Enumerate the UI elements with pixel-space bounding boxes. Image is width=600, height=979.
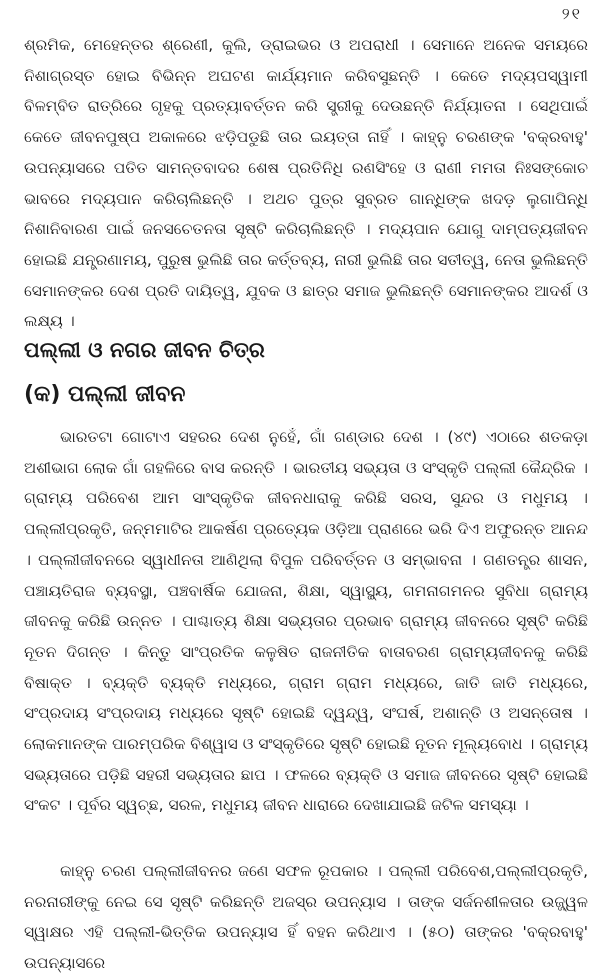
page-number: ୨୧ bbox=[561, 4, 582, 23]
section-heading: ପଲ୍ଲୀ ଓ ନଗର ଜୀବନ ଚିତ୍ର bbox=[24, 338, 265, 362]
subsection-heading: (କ) ପଲ୍ଲୀ ଜୀବନ bbox=[24, 382, 186, 407]
paragraph-rural-life: ଭାରତଟା ଗୋଟାଏ ସହରର ଦେଶ ନୁହେଁ, ଗାଁ ଗଣ୍ଡାର ଦେଶ । (୪୯) ଏଠାରେ ଶତକଡ଼ା ଅଶୀଭାଗ ଲୋକ ଗାଁ ଗହଳିରେ ବାସ କରନ୍ତି । ଭାରତୀୟ ସଭ୍ୟତା ଓ ସଂସ୍କୃତି ପଲ୍ଲୀ କୈନ୍ଦ୍ରିକ । ଗ୍ରାମ୍ୟ ପରିବେଶ ଆମ ସାଂସ୍କୃତିକ ଜୀବନଧାରାକୁ କରିଛି ସରସ, ସୁନ୍ଦର ଓ ମଧୁମୟ । ପଲ୍ଲୀପ୍ରକୃତି, ଜନ୍ମମାଟିର ଆକର୍ଷଣ ପ୍ରତ୍ୟେକ ଓଡ଼ିଆ ପ୍ରାଣରେ ଭରି ଦିଏ ଅଫୁରନ୍ତ ଆନନ୍ଦ । ପଲ୍ଲୀଜୀବନରେ ସ୍ୱାଧୀନତା ଆଣିଥିଲା ବିପୁଳ ପରିବର୍ତ୍ତନ ଓ ସମ୍ଭାବନା । ଗଣତନ୍ତ୍ର ଶାସନ, ପଞ୍ଚାୟତିରାଜ ବ୍ୟବସ୍ଥା, ପଞ୍ଚବାର୍ଷିକ ଯୋଜନା, ଶିକ୍ଷା, ସ୍ୱାସ୍ଥ୍ୟ, ଗମନାଗମନର ସୁବିଧା ଗ୍ରାମ୍ୟ ଜୀବନକୁ କରିଛି ଉନ୍ନତ । ପାଶ୍ଚାତ୍ୟ ଶିକ୍ଷା ସଭ୍ୟତାର ପ୍ରଭାବ ଗ୍ରାମ୍ୟ ଜୀବନରେ ସୃଷ୍ଟି କରିଛି ନୂତନ ଦିଗନ୍ତ । କିନ୍ତୁ ସାଂପ୍ରତିକ କଳୁଷିତ ରାଜନୀତିକ ବାତାବରଣ ଗ୍ରାମ୍ୟଜୀବନକୁ କରିଛି ବିଷାକ୍ତ । ବ୍ୟକ୍ତି ବ୍ୟକ୍ତି ମଧ୍ୟରେ, ଗ୍ରାମ ଗ୍ରାମ ମଧ୍ୟରେ, ଜାତି ଜାତି ମଧ୍ୟରେ, ସଂପ୍ରଦାୟ ସଂପ୍ରଦାୟ ମଧ୍ୟରେ ସୃଷ୍ଟି ହୋଇଛି ଦ୍ୱନ୍ଦ୍ୱ, ସଂଘର୍ଷ, ଅଶାନ୍ତି ଓ ଅସନ୍ତୋଷ । ଲୋକମାନଙ୍କ ପାରମ୍ପରିକ ବିଶ୍ୱାସ ଓ ସଂସ୍କୃତିରେ ସୃଷ୍ଟି ହୋଇଛି ନୂତନ ମୂଲ୍ୟବୋଧ । ଗ୍ରାମ୍ୟ ସଭ୍ୟତାରେ ପଡ଼ିଛି ସହରୀ ସଭ୍ୟତାର ଛାପ । ଫଳରେ ବ୍ୟକ୍ତି ଓ ସମାଜ ଜୀବନରେ ସୃଷ୍ଟି ହୋଇଛି ସଂକଟ । ପୂର୍ବର ସ୍ୱଚ୍ଛ, ସରଳ, ମଧୁମୟ ଜୀବନ ଧାରାରେ ଦେଖାଯାଇଛି ଜଟିଳ ସମସ୍ୟା । bbox=[24, 428, 588, 815]
paragraph-author: କାହ୍ନୁ ଚରଣ ପଲ୍ଲୀଜୀବନର ଜଣେ ସଫଳ ରୂପକାର । ପଲ୍ଲୀ ପରିବେଶ,ପଲ୍ଲୀପ୍ରକୃତି, ନରନାରୀଙ୍କୁ ନେଇ ସେ ସୃଷ୍ଟି କରିଛନ୍ତି ଅଜସ୍ର ଉପନ୍ୟାସ । ତାଙ୍କ ସର୍ଜନଶୀଳତାର ଉଜ୍ଜ୍ୱଳ ସ୍ୱାକ୍ଷର ଏହି ପଲ୍ଲୀ-ଭିତ୍ତିକ ଉପନ୍ୟାସ ହିଁ ବହନ କରିଥାଏ । (୫୦) ତାଙ୍କର 'ବକ୍ରବାହୁ' ଉପନ୍ୟାସରେ bbox=[24, 862, 588, 973]
paragraph-intro: ଶ୍ରମିକ, ମେହେନ୍ତର ଶ୍ରେଣୀ, କୁଲି, ଡ୍ରାଇଭର ଓ ଅପରାଧୀ । ସେମାନେ ଅନେକ ସମୟରେ ନିଶାଗ୍ରସ୍ତ ହୋଇ ବିଭିନ୍ନ ଅଘଟଣ କାର୍ଯ୍ୟମାନ କରିବସୁଛନ୍ତି । କେତେ ମଦ୍ୟପସ୍ୱାମୀ ବିଳମ୍ବିତ ରାତ୍ରିରେ ଗୃହକୁ ପ୍ରତ୍ୟାବର୍ତ୍ତନ କରି ସ୍ତ୍ରୀକୁ ଦେଉଛନ୍ତି ନିର୍ଯ୍ୟାତନା । ସେଥିପାଇଁ କେତେ ଜୀବନପୁଷ୍ପ ଅକାଳରେ ଝଡ଼ିପଡୁଛି ତାର ଇୟତ୍ତା ନାହିଁ । କାହ୍ନୁ ଚରଣଙ୍କ 'ବକ୍ରବାହୁ' ଉପନ୍ୟାସରେ ପତିତ ସାମନ୍ତବାଦର ଶେଷ ପ୍ରତିନିଧି ରଣସିଂହେ ଓ ରାଣୀ ମମତା ନିଃସଙ୍କୋଚ ଭାବରେ ମଦ୍ୟପାନ କରିଚାଲିଛନ୍ତି । ଅଥଚ ପୁତ୍ର ସୁବ୍ରତ ଗାନ୍ଧିଙ୍କ ଖଦଡ଼ ଲୁଗାପିନ୍ଧି ନିଶାନିବାରଣ ପାଇଁ ଜନସଚେତନତା ସୃଷ୍ଟି କରିଚାଲିଛନ୍ତି । ମଦ୍ୟପାନ ଯୋଗୁ ଦାମ୍ପତ୍ୟଜୀବନ ହୋଇଛି ଯନ୍ତ୍ରଣାମୟ, ପୁରୁଷ ଭୁଲିଛି ତାର କର୍ତ୍ତବ୍ୟ, ନାରୀ ଭୁଲିଛି ତାର ସତୀତ୍ୱ, ନେତା ଭୁଲିଛନ୍ତି ସେମାନଙ୍କର ଦେଶ ପ୍ରତି ଦାୟିତ୍ୱ, ଯୁବକ ଓ ଛାତ୍ର ସମାଜ ଭୁଲିଛନ୍ତି ସେମାନଙ୍କର ଆଦର୍ଶ ଓ ଲକ୍ଷ୍ୟ । bbox=[24, 36, 588, 331]
